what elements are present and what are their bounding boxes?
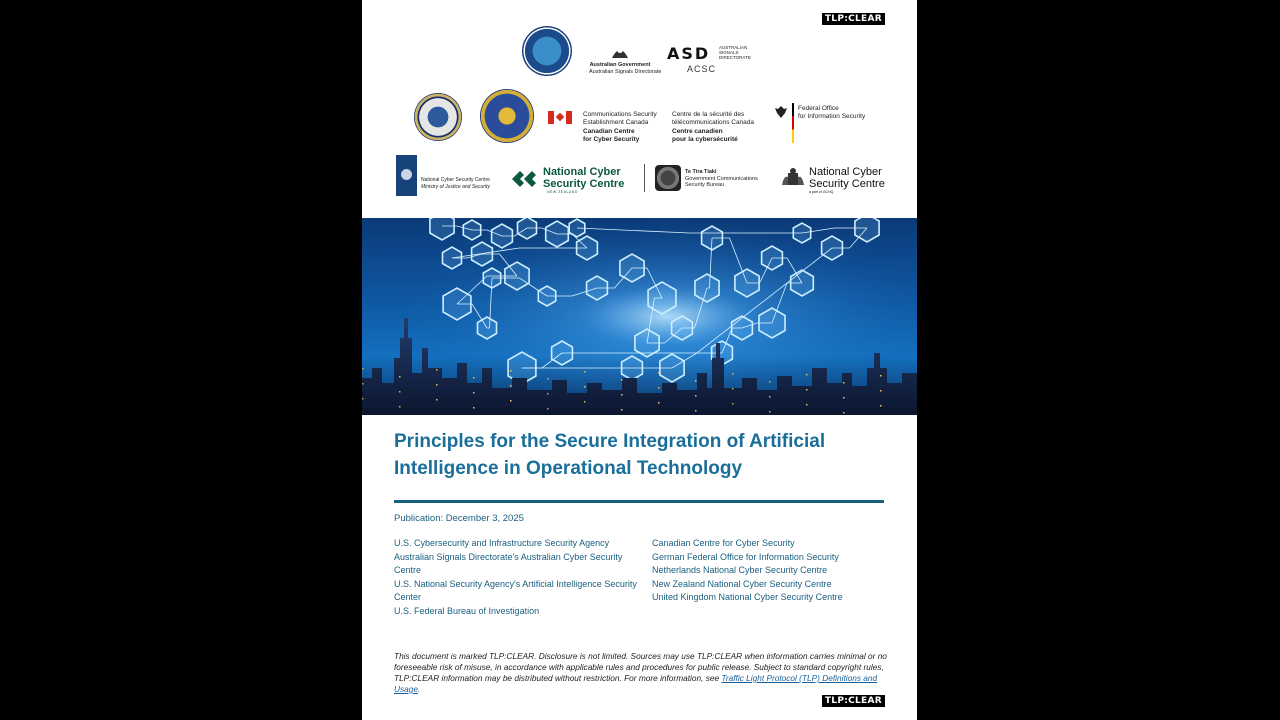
co-authoring-agencies-left (394, 537, 639, 618)
city-light (843, 412, 845, 414)
asd-name-line1: AUSTRALIAN (719, 45, 748, 50)
netherlands-crest-icon (396, 155, 417, 196)
bsi-logo (798, 105, 865, 120)
gcsb-line1: Te Tira Tiaki (685, 169, 717, 175)
cse-en-line2: Establishment Canada (583, 118, 649, 126)
city-light (399, 376, 401, 378)
disclaimer-text: This document is marked TLP:CLEAR. Disclosure is not limited. Sources may use TLP:CLEAR when information carries minimal or no foreseeable risk of misuse, in accordance with applicable rules and procedures for public release. Subject to standard copyright rules, TLP:CLEAR information may be distributed without restriction. For more information, see (394, 651, 887, 683)
nz-ncsc-line2: Security Centre (543, 178, 625, 190)
city-light (695, 395, 697, 397)
logo-divider (644, 164, 645, 192)
gcsb-line2: Government Communications (685, 175, 758, 182)
tlp-marking-top: TLP:CLEAR (822, 13, 885, 25)
agency-item: Canadian Centre for Cyber Security (652, 538, 795, 548)
city-light (658, 402, 660, 404)
asd-abbr: ASD (667, 44, 711, 63)
asd-logo (667, 44, 751, 74)
australian-government-crest-icon (610, 42, 630, 60)
disclaimer-end: . (417, 684, 421, 694)
uk-ncsc-line1: National Cyber (809, 166, 882, 178)
city-light (806, 374, 808, 376)
cse-canada-french-logo (672, 111, 754, 143)
agency-item: U.S. Federal Bureau of Investigation (394, 605, 540, 616)
asd-name (719, 45, 751, 60)
canada-flag-icon (548, 111, 572, 124)
city-light (362, 383, 364, 385)
uk-royal-arms-icon (780, 167, 806, 189)
city-light (473, 407, 475, 409)
city-light (658, 372, 660, 374)
cccs-en-line2: for Cyber Security (583, 135, 640, 143)
cover-hero-image (362, 218, 917, 415)
nz-ncsc-logo (543, 166, 624, 194)
city-light (695, 410, 697, 412)
city-light (547, 408, 549, 410)
title-divider (394, 500, 884, 503)
fbi-seal-icon (480, 89, 534, 143)
cccs-fr-line2: pour la cybersécurité (672, 135, 738, 143)
city-light (399, 391, 401, 393)
city-light (843, 397, 845, 399)
cse-fr-line1: Centre de la sécurité des (672, 111, 745, 118)
city-light (362, 398, 364, 400)
city-light (510, 370, 512, 372)
agency-item: United Kingdom National Cyber Security Centre (652, 592, 843, 602)
agency-item: Netherlands National Cyber Security Centre (652, 565, 828, 575)
agency-item: Australian Signals Directorate's Australian Cyber Security Centre (394, 551, 623, 575)
city-light (436, 369, 438, 371)
city-light (806, 404, 808, 406)
city-light (436, 399, 438, 401)
acsc-abbr: ACSC (687, 64, 717, 74)
agency-item: U.S. National Security Agency's Artificial Intelligence Security Center (394, 578, 637, 602)
city-light (843, 382, 845, 384)
city-light (732, 403, 734, 405)
city-light (473, 392, 475, 394)
uk-ncsc-line2: Security Centre (809, 178, 885, 190)
city-light (880, 390, 882, 392)
bsi-line2: for Information Security (798, 112, 866, 120)
city-light (621, 394, 623, 396)
city-light (880, 405, 882, 407)
aus-gov-line2: Australian Signals Directorate (589, 68, 662, 75)
netherlands-ncsc-logo (421, 177, 490, 190)
city-light (732, 373, 734, 375)
city-light (695, 380, 697, 382)
co-authoring-agencies-right (652, 537, 892, 605)
publication-date: Publication: December 3, 2025 (394, 513, 524, 524)
cccs-fr-line1: Centre canadien (672, 128, 723, 135)
bsi-line1: Federal Office (798, 105, 839, 112)
city-light (769, 381, 771, 383)
city-light (547, 393, 549, 395)
city-light (621, 409, 623, 411)
asd-name-line2: SIGNALS (719, 50, 739, 55)
document-page (362, 0, 917, 720)
nl-ncsc-line2: Ministry of Justice and Security (421, 183, 490, 190)
city-light (473, 377, 475, 379)
agency-item: New Zealand National Cyber Security Centre (652, 578, 832, 589)
gcsb-line3: Security Bureau (685, 182, 725, 188)
cse-fr-line2: télécommunications Canada (672, 118, 755, 126)
city-light (732, 388, 734, 390)
city-light (769, 411, 771, 413)
cisa-seal-icon (522, 26, 572, 76)
city-light (880, 375, 882, 377)
city-light (584, 401, 586, 403)
hexagon-network-city-image (362, 218, 917, 415)
city-light (806, 389, 808, 391)
gcsb-crest-icon (655, 165, 681, 191)
german-flag-stripe (792, 103, 794, 143)
city-light (658, 387, 660, 389)
nl-ncsc-line1: National Cyber Security Centre (421, 177, 490, 183)
tlp-marking-bottom: TLP:CLEAR (822, 695, 885, 707)
city-light (621, 379, 623, 381)
aus-gov-line1: Australian Government (589, 62, 651, 68)
city-light (510, 385, 512, 387)
agency-item: U.S. Cybersecurity and Infrastructure Security Agency (394, 538, 610, 548)
nz-ncsc-line3: NEW ZEALAND (547, 190, 578, 194)
nz-ncsc-line1: National Cyber (543, 166, 621, 178)
city-light (436, 384, 438, 386)
australian-government-logo (589, 62, 662, 75)
cse-en-line1: Communications Security (583, 111, 657, 118)
asd-name-line3: DIRECTORATE (719, 55, 751, 60)
nz-ncsc-chevron-icon (510, 168, 540, 190)
nsa-seal-icon (414, 93, 462, 141)
tlp-definitions-link[interactable]: Traffic Light Protocol (TLP) Definitions and Usage (394, 673, 878, 694)
agency-logo-banner (362, 0, 917, 218)
city-light (510, 400, 512, 402)
tlp-disclaimer (394, 651, 889, 695)
city-light (584, 371, 586, 373)
cccs-en-line1: Canadian Centre (583, 128, 635, 135)
uk-ncsc-logo (809, 166, 885, 194)
network-hexagon (518, 218, 537, 239)
gcsb-logo (685, 169, 758, 189)
city-light (362, 368, 364, 370)
city-light (399, 406, 401, 408)
cse-canada-logo (583, 111, 657, 143)
city-light (769, 396, 771, 398)
uk-ncsc-line3: a part of GCHQ (809, 190, 834, 194)
german-eagle-icon (774, 105, 788, 119)
agency-item: German Federal Office for Information Security (652, 551, 839, 562)
city-light (547, 378, 549, 380)
document-title: Principles for the Secure Integration of Artificial Intelligence in Operational Technology (394, 431, 826, 479)
city-light (584, 386, 586, 388)
